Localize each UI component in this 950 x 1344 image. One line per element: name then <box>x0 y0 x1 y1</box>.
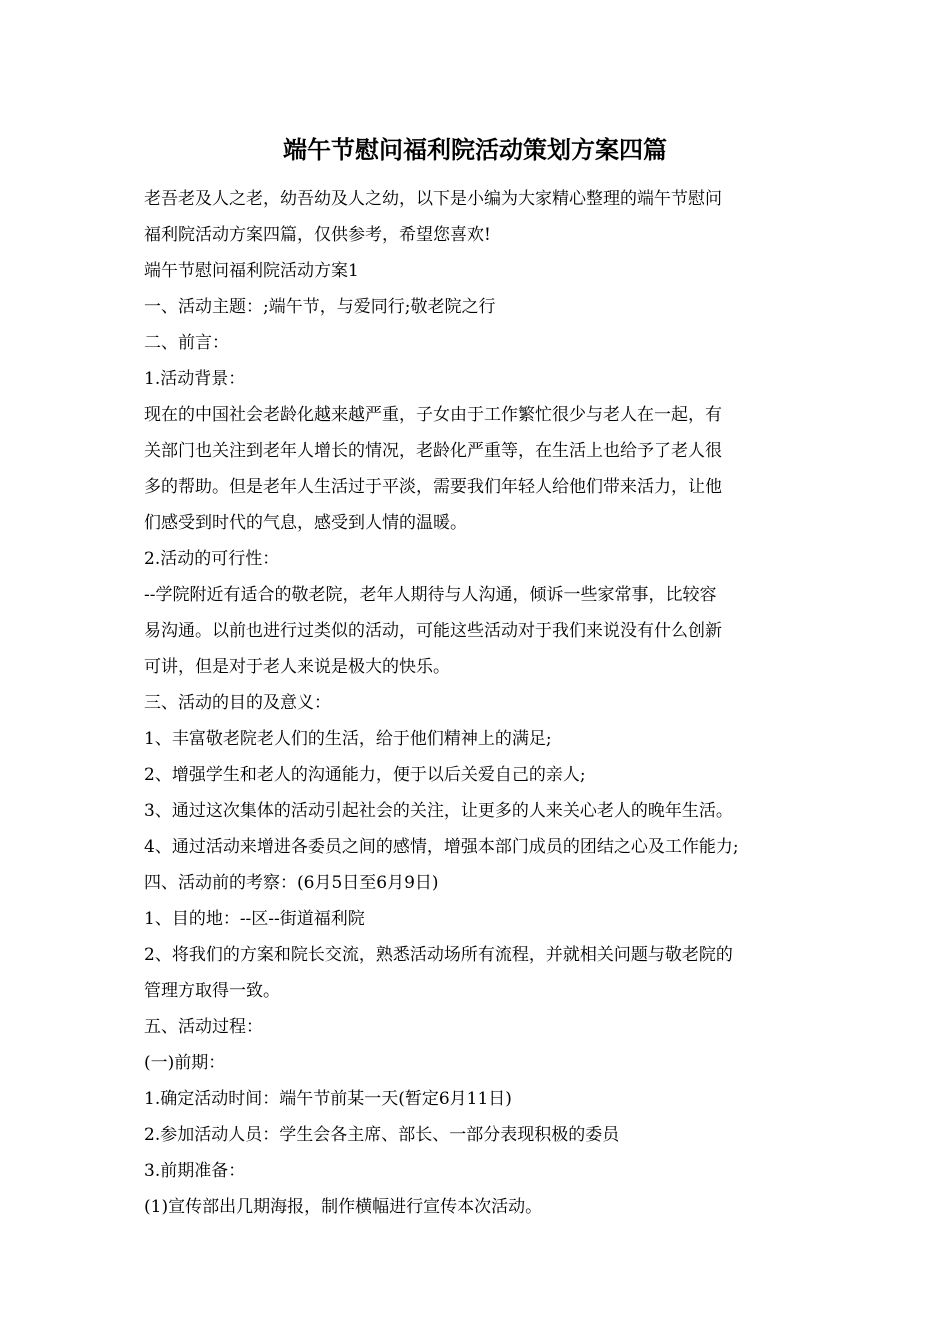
list-item: 1.确定活动时间：端午节前某一天(暂定6月11日) <box>144 1089 512 1109</box>
paragraph-line: 易沟通。以前也进行过类似的活动，可能这些活动对于我们来说没有什么创新 <box>144 621 722 641</box>
list-item: 4、通过活动来增进各委员之间的感情，增强本部门成员的团结之心及工作能力; <box>144 837 739 857</box>
section-heading: 三、活动的目的及意义： <box>144 693 331 713</box>
section-heading: 端午节慰问福利院活动方案1 <box>144 261 359 281</box>
paragraph-line: 管理方取得一致。 <box>144 981 280 1001</box>
list-item: 2、增强学生和老人的沟通能力，便于以后关爱自己的亲人; <box>144 765 586 785</box>
list-item: 2、将我们的方案和院长交流，熟悉活动场所有流程，并就相关问题与敬老院的 <box>144 945 733 965</box>
document-body <box>144 181 808 1225</box>
paragraph-line: --学院附近有适合的敬老院，老年人期待与人沟通，倾诉一些家常事，比较容 <box>144 585 717 605</box>
subsection-heading: 2.活动的可行性： <box>144 549 280 569</box>
paragraph-line: 福利院活动方案四篇，仅供参考，希望您喜欢! <box>144 225 491 245</box>
list-item: 1、目的地：--区--街道福利院 <box>144 909 365 929</box>
list-item: 3、通过这次集体的活动引起社会的关注，让更多的人来关心老人的晚年生活。 <box>144 801 733 821</box>
paragraph-line: 们感受到时代的气息，感受到人情的温暖。 <box>144 513 467 533</box>
subsection-heading: (一)前期： <box>144 1053 226 1073</box>
list-item: 3.前期准备： <box>144 1161 246 1181</box>
paragraph-line: 关部门也关注到老年人增长的情况，老龄化严重等，在生活上也给予了老人很 <box>144 441 722 461</box>
section-heading: 一、活动主题：;端午节，与爱同行;敬老院之行 <box>144 297 496 317</box>
subsection-heading: 1.活动背景： <box>144 369 246 389</box>
section-heading: 四、活动前的考察：(6月5日至6月9日) <box>144 873 439 893</box>
paragraph-line: 可讲，但是对于老人来说是极大的快乐。 <box>144 657 450 677</box>
section-heading: 二、前言： <box>144 333 229 353</box>
section-heading: 五、活动过程： <box>144 1017 263 1037</box>
document-title: 端午节慰问福利院活动策划方案四篇 <box>283 135 667 164</box>
list-item: 1、丰富敬老院老人们的生活，给于他们精神上的满足; <box>144 729 552 749</box>
paragraph-line: 多的帮助。但是老年人生活过于平淡，需要我们年轻人给他们带来活力，让他 <box>144 477 722 497</box>
list-item: 2.参加活动人员：学生会各主席、部长、一部分表现积极的委员 <box>144 1125 620 1145</box>
paragraph-line: 老吾老及人之老，幼吾幼及人之幼，以下是小编为大家精心整理的端午节慰问 <box>144 189 722 209</box>
list-item: (1)宣传部出几期海报，制作横幅进行宣传本次活动。 <box>144 1197 543 1217</box>
paragraph-line: 现在的中国社会老龄化越来越严重，子女由于工作繁忙很少与老人在一起，有 <box>144 405 722 425</box>
